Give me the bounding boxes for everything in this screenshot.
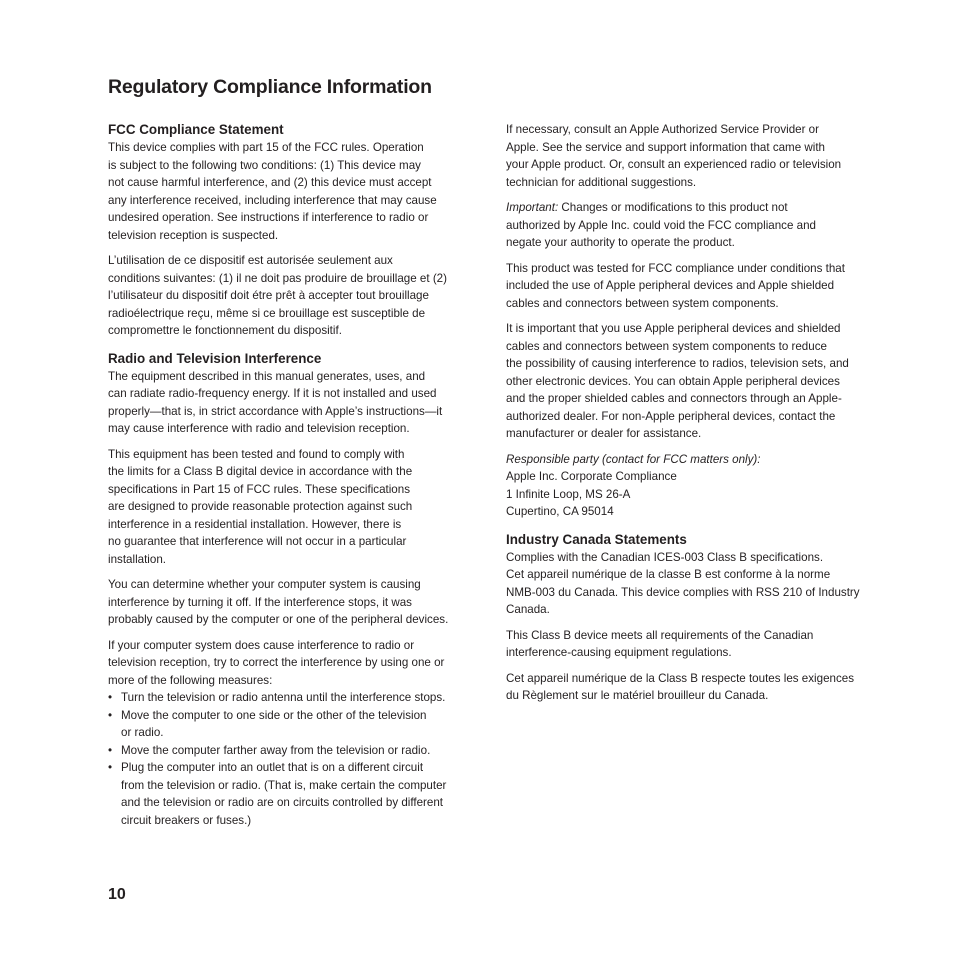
responsible-party-label: Responsible party (contact for FCC matters only): (506, 452, 761, 466)
industry-paragraph-ices: Complies with the Canadian ICES-003 Class B specifications. Cet appareil numérique de la classe B est conforme à la norme NMB-003 du Canada. This device complies with RSS 210 of Industry Canada. (506, 550, 860, 616)
tested-paragraph: This product was tested for FCC compliance under conditions that included the use of Apple peripheral devices and Apple shielded cables and connectors between system components. (506, 261, 845, 310)
bullet-icon: • (108, 708, 113, 722)
important-paragraph (506, 199, 878, 252)
measure-text: Turn the television or radio antenna until the interference stops. (121, 691, 446, 704)
industry-canada-heading: Industry Canada Statements (506, 531, 687, 547)
list-item (108, 707, 480, 742)
industry-paragraph-requirements: This Class B device meets all requirements of the Canadian interference-causing equipment regulations. (506, 628, 814, 659)
page-number: 10 (108, 886, 126, 903)
industry-paragraph-french: Cet appareil numérique de la Class B respecte toutes les exigences du Règlement sur le matériel brouilleur du Canada. (506, 671, 855, 702)
important-label: Important: (506, 201, 559, 214)
fcc-compliance-section (108, 121, 480, 340)
bullet-icon: • (108, 761, 113, 774)
radio-paragraph-energy: The equipment described in this manual generates, uses, and can radiate radio-frequency energy. If it is not installed and used properly—that is, in strict accordance with Apple’s instructions—it may cause interference with radio and television reception. (108, 369, 443, 435)
contact-address: 1 Infinite Loop, MS 26-A (506, 487, 631, 501)
list-item (108, 742, 480, 760)
contact-company: Apple Inc. Corporate Compliance (506, 470, 677, 483)
measure-text: Plug the computer into an outlet that is on a different circuit from the television or radio. (That is, make certain the computer and the television or radio are on circuits controlled by different circuit breakers or fuses.) (121, 761, 447, 827)
list-item (108, 759, 480, 829)
radio-paragraph-measures-intro: If your computer system does cause interference to radio or television reception, try to correct the interference by using one or more of the following measures: (108, 638, 445, 687)
measures-list (108, 689, 480, 829)
important-text: Changes or modifications to this product not authorized by Apple Inc. could void the FCC compliance and negate your authority to operate the product. (506, 201, 816, 249)
fcc-compliance-heading: FCC Compliance Statement (108, 122, 284, 137)
right-column (506, 121, 878, 715)
measure-text: Move the computer farther away from the television or radio. (121, 743, 431, 757)
bullet-icon: • (108, 691, 113, 704)
list-item (108, 689, 480, 707)
radio-paragraph-class-b: This equipment has been tested and found to comply with the limits for a Class B digital device in accordance with the specifications in Part 15 of FCC rules. These specifications are designed to provide reasonable protection against such interference in a residential installation. However, there is no guarantee that interference will not occur in a particular installation. (108, 447, 413, 566)
industry-canada-section (506, 531, 878, 705)
bullet-icon: • (108, 743, 113, 757)
radio-tv-interference-section (108, 350, 480, 830)
left-column (108, 121, 480, 839)
measure-text: Move the computer to one side or the other of the television or radio. (121, 708, 427, 739)
fcc-paragraph-english: This device complies with part 15 of the FCC rules. Operation is subject to the following two conditions: (1) This device may not cause harmful interference, and (2) this device must accept any interference received, including interference that may cause undesired operation. See instructions if interference to radio or television reception is suspected. (108, 141, 437, 242)
peripheral-paragraph: It is important that you use Apple peripheral devices and shielded cables and connectors between system components to reduce the possibility of causing interference to radios, television sets, and other electronic devices. You can obtain Apple peripheral devices and the proper shielded cables and connectors through an Apple- authorized dealer. For non-Apple peripheral devices, contact the manufacturer or dealer for assistance. (506, 322, 849, 440)
contact-city: Cupertino, CA 95014 (506, 505, 614, 518)
radio-paragraph-determine: You can determine whether your computer system is causing interference by turning it off. If the interference stops, it was probably caused by the computer or one of the peripheral devices. (108, 578, 449, 626)
service-paragraph: If necessary, consult an Apple Authorized Service Provider or Apple. See the service and support information that came with your Apple product. Or, consult an experienced radio or television technician for additional suggestions. (506, 123, 842, 189)
page-title: Regulatory Compliance Information (108, 76, 432, 98)
radio-tv-interference-heading: Radio and Television Interference (108, 350, 322, 366)
responsible-party-block (506, 451, 878, 521)
fcc-paragraph-french: L’utilisation de ce dispositif est autorisée seulement aux conditions suivantes: (1) il ne doit pas produire de brouillage et (2) l’utilisateur du dispositif doit étre prêt à accepter tout brouillage radioélectrique reçu, même si ce brouillage est susceptible de compromettre le fonctionnement du dispositif. (108, 254, 447, 337)
